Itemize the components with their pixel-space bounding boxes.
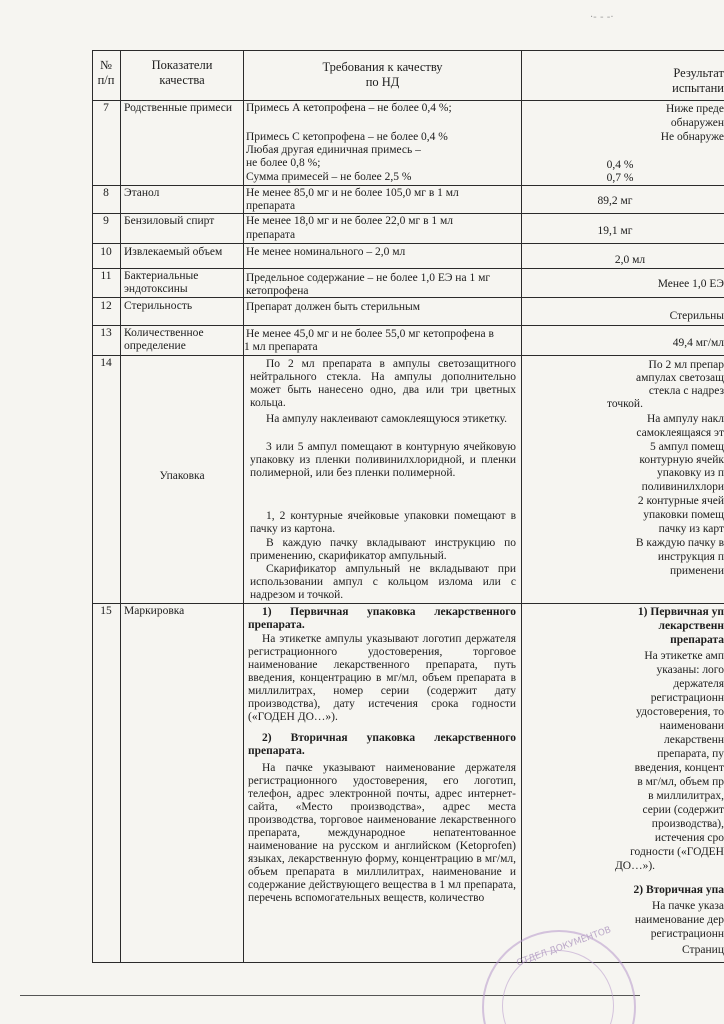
row-14-req-p3: 3 или 5 ампул помещают в контурную ячейковую упаковку из пленки поливинилхлоридной, и пленки полимерной, или без пленки полимерной.: [250, 441, 516, 479]
row-15-secondary-title: 2) Вторичная упаковка лекарственного препарата.: [248, 732, 516, 757]
row-15-res-11: препарата, пу: [657, 748, 724, 760]
row-7-req-1: Примесь А кетопрофена – не более 0,4 %;: [246, 102, 452, 114]
row-8-req-2: препарата: [246, 200, 296, 212]
row-15-res-22: наименование дер: [634, 914, 724, 926]
row-14-res-13: пачку из карт: [658, 523, 724, 535]
row-8-req-1: Не менее 85,0 мг и не более 105,0 мг в 1 мл: [246, 187, 459, 199]
row-13-name-2: определение: [124, 340, 186, 352]
row-7-res-2: обнаружен: [670, 117, 724, 129]
row-14-req-p5: В каждую пачку вкладывают инструкцию по применению, скарификатор ампульный.: [250, 537, 516, 562]
row-13-req-1: Не менее 45,0 мг и не более 55,0 мг кетопрофена в: [246, 328, 494, 340]
row-9-res: 19,1 мг: [597, 225, 633, 237]
row-15-res-21: На пачке указа: [651, 900, 724, 912]
row-9-num: 9: [103, 215, 109, 227]
table-border-bottom: [92, 962, 724, 963]
table-col-divider-1: [120, 50, 121, 962]
row-15-res-14: в миллилитрах,: [648, 790, 724, 802]
row-14-res-3: стекла с надрез: [648, 385, 724, 397]
row-7-name: Родственные примеси: [124, 102, 232, 114]
row-15-res-24: Страниц: [681, 944, 724, 956]
row-15-res-12: введения, концент: [634, 762, 724, 774]
row-14-req-p2: На ампулу наклеивают самоклеящуюся этикетку.: [266, 413, 508, 425]
row-9-req-2: препарата: [246, 229, 296, 241]
row-11-res: Менее 1,0 ЕЭ: [657, 278, 724, 290]
row-14-res-5: На ампулу накл: [646, 413, 724, 425]
stamp-text: ОТДЕЛ ДОКУМЕНТОВ: [515, 925, 613, 969]
row-15-res-23: регистрационн: [650, 928, 724, 940]
row-14-res-6: самоклеящаяся эт: [636, 427, 724, 439]
row-14-res-11: 2 контурные ячей: [637, 495, 724, 507]
row-15-res-6: держателя: [673, 678, 724, 690]
row-10-req: Не менее номинального – 2,0 мл: [246, 246, 406, 258]
row-7-res-1: Ниже преде: [665, 103, 724, 115]
row-divider: [92, 213, 724, 214]
row-15-res-9: наименовани: [659, 720, 724, 732]
row-15-name: Маркировка: [124, 605, 185, 617]
header-result: Результат испытани: [672, 66, 724, 95]
row-14-res-8: контурную ячейк: [639, 454, 724, 466]
row-8-name: Этанол: [124, 187, 160, 199]
row-14-res-1: По 2 мл препар: [648, 359, 724, 371]
row-7-res-5: 0,4 %: [606, 159, 634, 171]
row-12-num: 12: [100, 300, 112, 312]
row-14-res-4: точкой.: [607, 398, 643, 410]
row-15-res-18: годности («ГОДЕН: [630, 846, 724, 858]
row-7-req-6: Сумма примесей – не более 2,5 %: [246, 171, 412, 183]
header-requirement: Требования к качеству по НД: [322, 60, 443, 89]
row-14-req-p4: 1, 2 контурные ячейковые упаковки помещают в пачку из картона.: [250, 510, 516, 535]
row-15-primary-title: 1) Первичная упаковка лекарственного препарата.: [248, 606, 516, 631]
row-12-req: Препарат должен быть стерильным: [246, 301, 420, 313]
row-divider: [92, 268, 724, 269]
table-col-divider-2: [243, 50, 244, 962]
row-14-res-7: 5 ампул помещ: [650, 441, 724, 453]
row-14-res-12: упаковки помещ: [643, 509, 724, 521]
row-13-req-2: 1 мл препарата: [244, 341, 318, 353]
row-7-req-3: Примесь С кетопрофена – не более 0,4 %: [246, 131, 448, 143]
row-12-res: Стерильны: [669, 310, 724, 322]
row-14-res-10: поливинилхлори: [641, 481, 724, 493]
row-15-num: 15: [100, 605, 112, 617]
row-14-res-14: В каждую пачку в: [635, 537, 724, 549]
row-14-req-p1: По 2 мл препарата в ампулы светозащитного нейтрального стекла. На ампулы дополнительно может быть нанесено одно, два или три цветных кольца.: [250, 358, 516, 409]
row-divider: [92, 243, 724, 244]
row-15-res-13: в мг/мл, объем пр: [637, 776, 724, 788]
table-col-divider-3: [521, 50, 522, 962]
row-7-res-6: 0,7 %: [606, 172, 634, 184]
row-7-res-3: Не обнаруже: [660, 131, 724, 143]
row-divider: [92, 325, 724, 326]
row-13-name-1: Количественное: [124, 327, 204, 339]
row-15-res-20: 2) Вторичная упа: [633, 884, 724, 896]
row-15-res-2: лекарственн: [658, 620, 724, 632]
row-15-res-3: препарата: [670, 634, 724, 646]
row-7-num: 7: [103, 102, 109, 114]
row-14-req-p6: Скарификатор ампульный не вкладывают при использовании ампул с кольцом излома или с надрезом и точкой.: [250, 563, 516, 601]
row-10-res: 2,0 мл: [614, 254, 646, 266]
header-num: № п/п: [97, 58, 115, 87]
row-15-res-17: истечения сро: [654, 832, 724, 844]
row-9-req-1: Не менее 18,0 мг и не более 22,0 мг в 1 мл: [246, 215, 454, 227]
row-14-res-9: упаковку из п: [657, 467, 724, 479]
row-divider: [92, 603, 724, 604]
row-15-res-19: ДО…»).: [614, 860, 656, 872]
row-15-res-5: указаны: лого: [656, 664, 724, 676]
row-15-res-4: На этикетке амп: [644, 650, 724, 662]
row-14-res-15: инструкция п: [657, 551, 724, 563]
header-indicator: Показатели качества: [151, 58, 213, 87]
row-15-res-15: серии (содержит: [642, 804, 724, 816]
row-15-primary-text: На этикетке ампулы указывают логотип держателя регистрационного удостоверения, торговое наименование лекарственного препарата, путь введения, концентрацию в мг/мл, объем препарата в миллилитрах, номер серии (содержит дату производства), дату истечения срока годности («ГОДЕН ДО…»).: [248, 633, 516, 723]
row-14-num: 14: [100, 357, 112, 369]
row-11-num: 11: [100, 270, 112, 282]
row-10-name: Извлекаемый объем: [124, 246, 223, 258]
row-13-num: 13: [100, 327, 112, 339]
row-11-req-1: Предельное содержание – не более 1,0 ЕЭ на 1 мг: [246, 272, 491, 284]
row-15-res-8: удостоверения, то: [636, 706, 724, 718]
row-14-res-2: ампулах светозащ: [636, 372, 724, 384]
row-13-res: 49,4 мг/мл: [672, 337, 724, 349]
row-14-res-16: применени: [669, 565, 724, 577]
table-border-top: [92, 50, 724, 51]
row-15-res-1: 1) Первичная уп: [637, 606, 724, 618]
row-11-req-2: кетопрофена: [246, 285, 309, 297]
row-11-name-1: Бактериальные: [124, 270, 199, 282]
row-divider: [92, 185, 724, 186]
row-15-res-10: лекарственн: [663, 734, 724, 746]
row-15-res-7: регистрационн: [650, 692, 724, 704]
row-12-name: Стерильность: [124, 300, 193, 312]
row-15-res-16: производства),: [651, 818, 724, 830]
row-divider: [92, 100, 724, 101]
row-10-num: 10: [100, 246, 112, 258]
row-8-res: 89,2 мг: [597, 195, 633, 207]
row-15-secondary-text: На пачке указывают наименование держателя регистрационного удостоверения, его логотип, телефон, адрес электронной почты, адрес интернет-сайта, «Место производства», адрес места производства, торговое наименование лекарственного препарата, международное непатентованное наименование на русском и английском (Ketoprofen) языках, лекарственную форму, концентрацию в мг/мл, объем препарата в миллилитрах, наименование и содержание действующего вещества в 1 мл препарата, перечень вспомогательных веществ, количество: [248, 762, 516, 904]
row-8-num: 8: [103, 187, 109, 199]
row-14-name: Упаковка: [159, 470, 205, 482]
row-7-req-5: не более 0,8 %;: [246, 157, 321, 169]
row-7-req-4: Любая другая единичная примесь –: [246, 144, 421, 156]
row-divider: [92, 355, 724, 356]
row-9-name: Бензиловый спирт: [124, 215, 215, 227]
row-11-name-2: эндотоксины: [124, 283, 188, 295]
corner-mark: ·‑ ‑ ‑·: [590, 12, 614, 23]
